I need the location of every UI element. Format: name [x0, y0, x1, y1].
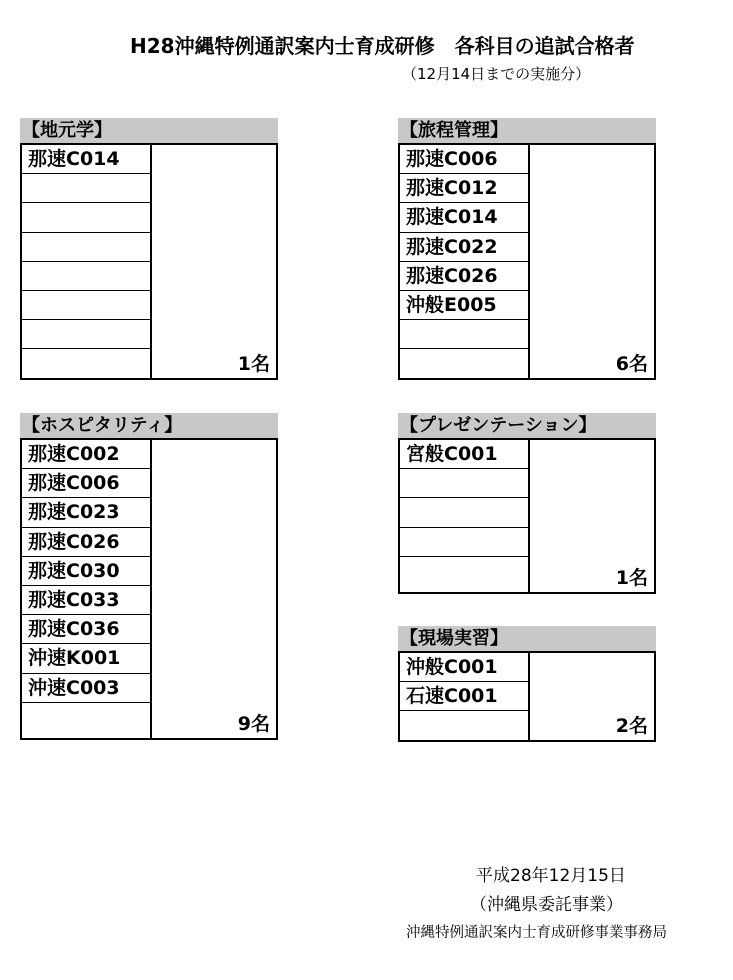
section-header: 【プレゼンテーション】 — [398, 413, 656, 438]
name-cell — [22, 291, 150, 320]
section-genba — [398, 626, 656, 742]
name-cell: 那速C014 — [400, 203, 528, 232]
result-table — [20, 438, 278, 740]
name-column — [400, 653, 530, 740]
name-cell — [22, 320, 150, 349]
name-cell: 那速C006 — [22, 469, 150, 498]
name-cell: 那速C014 — [22, 145, 150, 174]
name-cell — [400, 528, 528, 557]
name-cell — [400, 498, 528, 527]
name-cell: 沖速K001 — [22, 644, 150, 673]
name-cell: 那速C036 — [22, 615, 150, 644]
office-name: 沖縄特例通訳案内士育成研修事業事務局 — [406, 925, 667, 941]
name-cell — [22, 174, 150, 203]
section-hospitality — [20, 413, 278, 740]
result-table — [398, 651, 656, 742]
name-cell: 沖般C001 — [400, 653, 528, 682]
name-cell: 那速C026 — [400, 262, 528, 291]
count-column — [152, 440, 276, 738]
count-column — [530, 440, 654, 592]
result-table — [398, 143, 656, 380]
name-cell — [22, 349, 150, 378]
name-cell: 那速C012 — [400, 174, 528, 203]
name-cell — [22, 203, 150, 232]
name-cell — [400, 711, 528, 740]
name-cell — [400, 557, 528, 586]
name-cell: 那速C033 — [22, 586, 150, 615]
name-cell — [400, 469, 528, 498]
name-cell: 那速C022 — [400, 233, 528, 262]
issue-date: 平成28年12月15日 — [476, 866, 626, 886]
name-cell: 宮般C001 — [400, 440, 528, 469]
commission-note: （沖縄県委託事業） — [470, 895, 623, 915]
pass-count: 9名 — [237, 713, 270, 735]
name-cell: 沖速C003 — [22, 674, 150, 703]
pass-count: 1名 — [615, 567, 648, 589]
pass-count: 1名 — [237, 353, 270, 375]
name-cell — [22, 262, 150, 291]
section-chigaku — [20, 118, 278, 380]
name-cell — [400, 320, 528, 349]
section-header: 【現場実習】 — [398, 626, 656, 651]
name-cell: 那速C030 — [22, 557, 150, 586]
name-cell — [22, 703, 150, 732]
name-cell: 沖般E005 — [400, 291, 528, 320]
name-cell: 石速C001 — [400, 682, 528, 711]
page-subtitle: （12月14日までの実施分） — [402, 65, 591, 83]
section-ryotei — [398, 118, 656, 380]
name-cell: 那速C026 — [22, 528, 150, 557]
count-column — [530, 145, 654, 378]
result-table — [398, 438, 656, 594]
name-column — [22, 440, 152, 738]
name-cell: 那速C006 — [400, 145, 528, 174]
pass-count: 2名 — [615, 715, 648, 737]
name-cell: 那速C002 — [22, 440, 150, 469]
pass-count: 6名 — [615, 353, 648, 375]
name-column — [22, 145, 152, 378]
section-header: 【旅程管理】 — [398, 118, 656, 143]
count-column — [152, 145, 276, 378]
section-header: 【ホスピタリティ】 — [20, 413, 278, 438]
name-cell — [22, 233, 150, 262]
result-table — [20, 143, 278, 380]
count-column — [530, 653, 654, 740]
page-title: H28沖縄特例通訳案内士育成研修 各科目の追試合格者 — [130, 34, 635, 58]
name-column — [400, 440, 530, 592]
name-cell — [400, 349, 528, 378]
section-presentation — [398, 413, 656, 594]
section-header: 【地元学】 — [20, 118, 278, 143]
name-cell: 那速C023 — [22, 498, 150, 527]
name-column — [400, 145, 530, 378]
